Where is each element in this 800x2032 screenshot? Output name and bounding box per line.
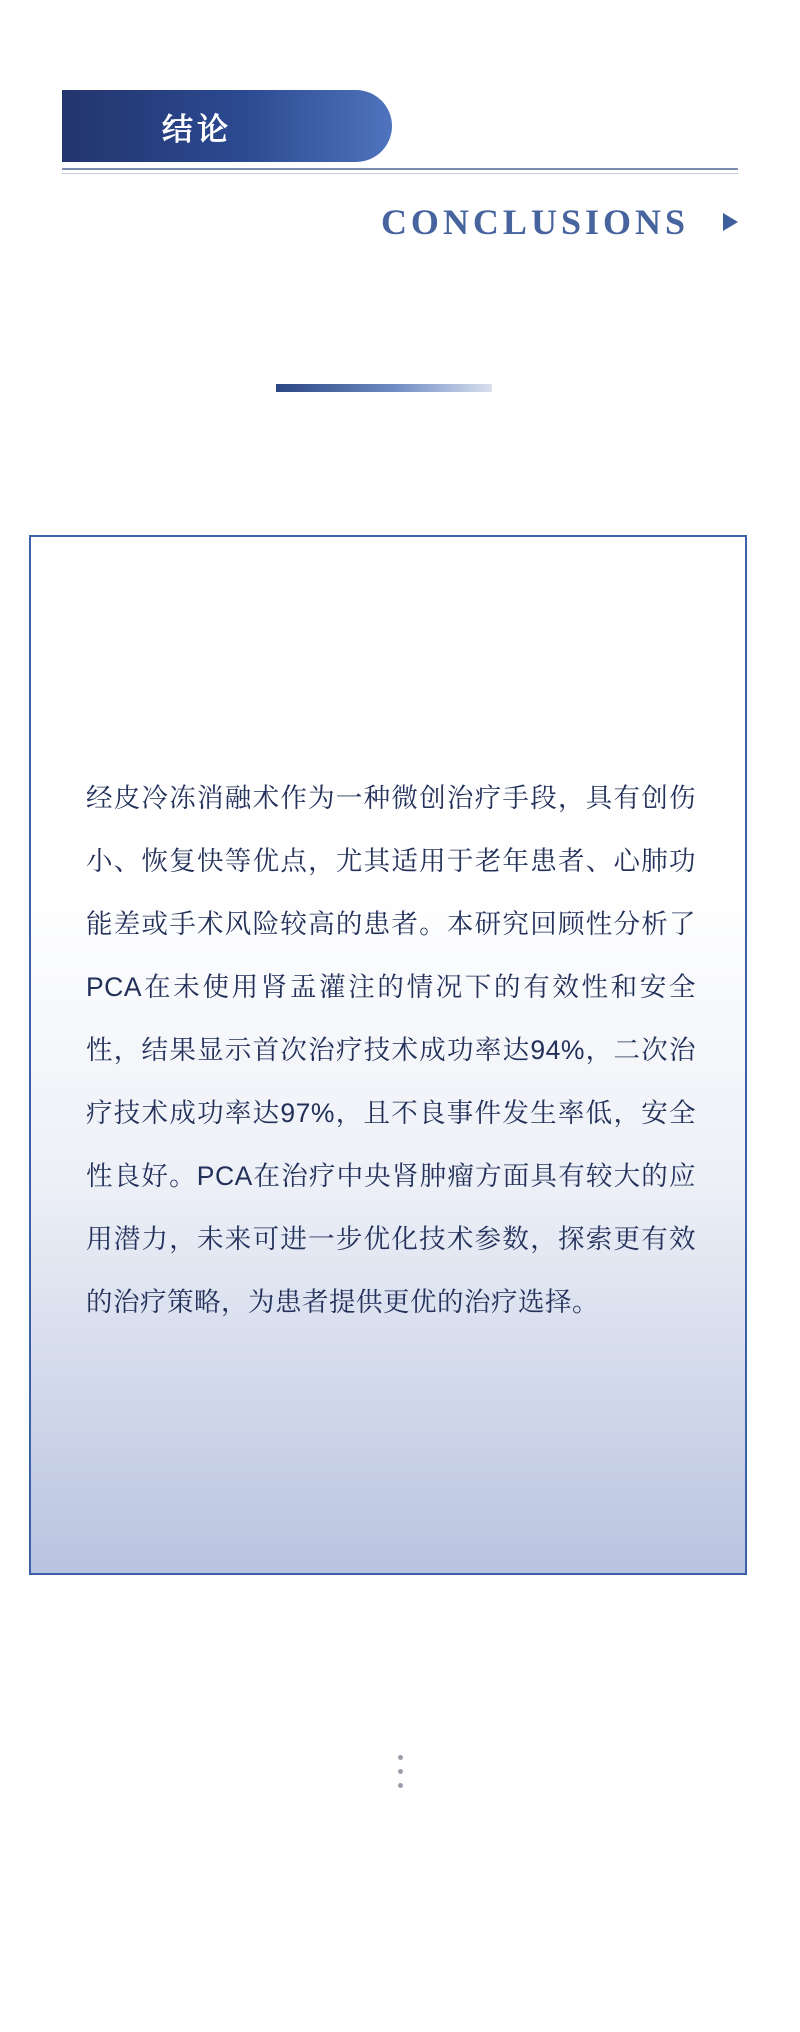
footer-dot (398, 1755, 403, 1760)
footer-dot (398, 1783, 403, 1788)
section-header (62, 90, 738, 182)
footer-dots (0, 1755, 800, 1788)
header-rule (62, 168, 738, 170)
conclusion-card-body (86, 767, 696, 1334)
footer-dot (398, 1769, 403, 1774)
conclusion-paragraph: 经皮冷冻消融术作为一种微创治疗手段，具有创伤小、恢复快等优点，尤其适用于老年患者、心肺功能差或手术风险较高的患者。本研究回顾性分析了PCA在未使用肾盂灌注的情况下的有效性和安全性，结果显示首次治疗技术成功率达94%，二次治疗技术成功率达97%，且不良事件发生率低，安全性良好。PCA在治疗中央肾肿瘤方面具有较大的应用潜力，未来可进一步优化技术参数，探索更有效的治疗策略，为患者提供更优的治疗选择。 (86, 783, 696, 1317)
conclusion-card (29, 535, 747, 1575)
accent-divider (276, 384, 492, 392)
section-subtitle-row (62, 198, 738, 246)
section-tab (62, 90, 392, 162)
play-triangle-icon (723, 213, 738, 231)
header-rule-secondary (62, 173, 738, 174)
section-subtitle-en: CONCLUSIONS (380, 202, 689, 242)
section-tab-label: 结论 (162, 111, 232, 147)
